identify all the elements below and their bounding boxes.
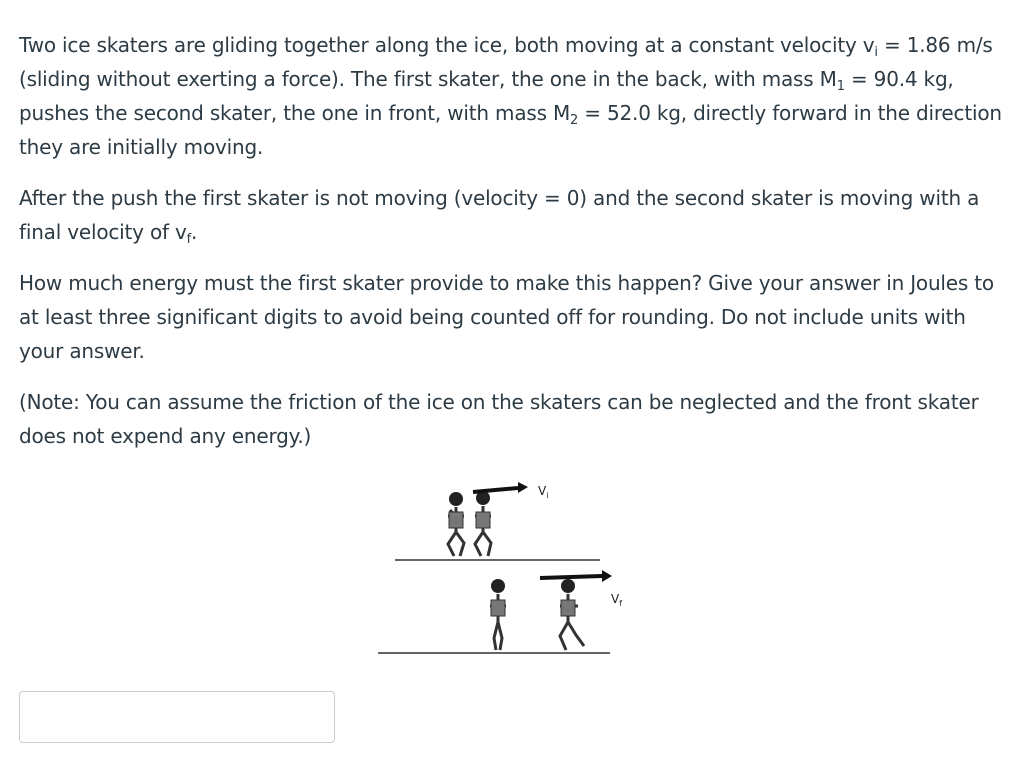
question-text: [19, 28, 1009, 470]
skaters-diagram: [370, 470, 630, 670]
skaters-together: [395, 482, 600, 560]
velocity-arrow-initial: [473, 488, 518, 492]
label-vf: $V_f$: [611, 592, 623, 608]
arrow-head-final: [602, 570, 612, 582]
paragraph-ask: How much energy must the first skater provide to make this happen? Give your answer in Joules to at least three significant digits to avoid being counted off for rounding. Do not include units with your answer.: [19, 271, 994, 363]
paragraph-after-push: After the push the first skater is not moving (velocity = 0) and the second skater is moving with a final velocity of $v_f$.: [19, 186, 980, 247]
back-skater-bottom: [490, 579, 506, 650]
label-vi: $V_i$: [538, 484, 549, 500]
front-skater-top: [475, 491, 491, 556]
skaters-separated: [378, 570, 622, 653]
skaters-figure: [370, 470, 630, 670]
front-skater-bottom: [560, 579, 584, 650]
velocity-arrow-final: [540, 576, 602, 578]
arrow-head-initial: [518, 482, 528, 493]
paragraph-note: (Note: You can assume the friction of the ice on the skaters can be neglected and the front skater does not expend any energy.): [19, 390, 979, 448]
paragraph-setup: Two ice skaters are gliding together along the ice, both moving at a constant velocity $v_i = 1.86$ m/s (sliding without exerting a force). The first skater, the one in the back, with mass $M_1 = 90.4$ kg, pushes the second skater, the one in front, with mass $M_2 = 52.0$ kg, directly forward in the direction they are initially moving.: [19, 33, 1002, 159]
answer-input[interactable]: [19, 691, 335, 743]
back-skater-top: [448, 492, 464, 556]
